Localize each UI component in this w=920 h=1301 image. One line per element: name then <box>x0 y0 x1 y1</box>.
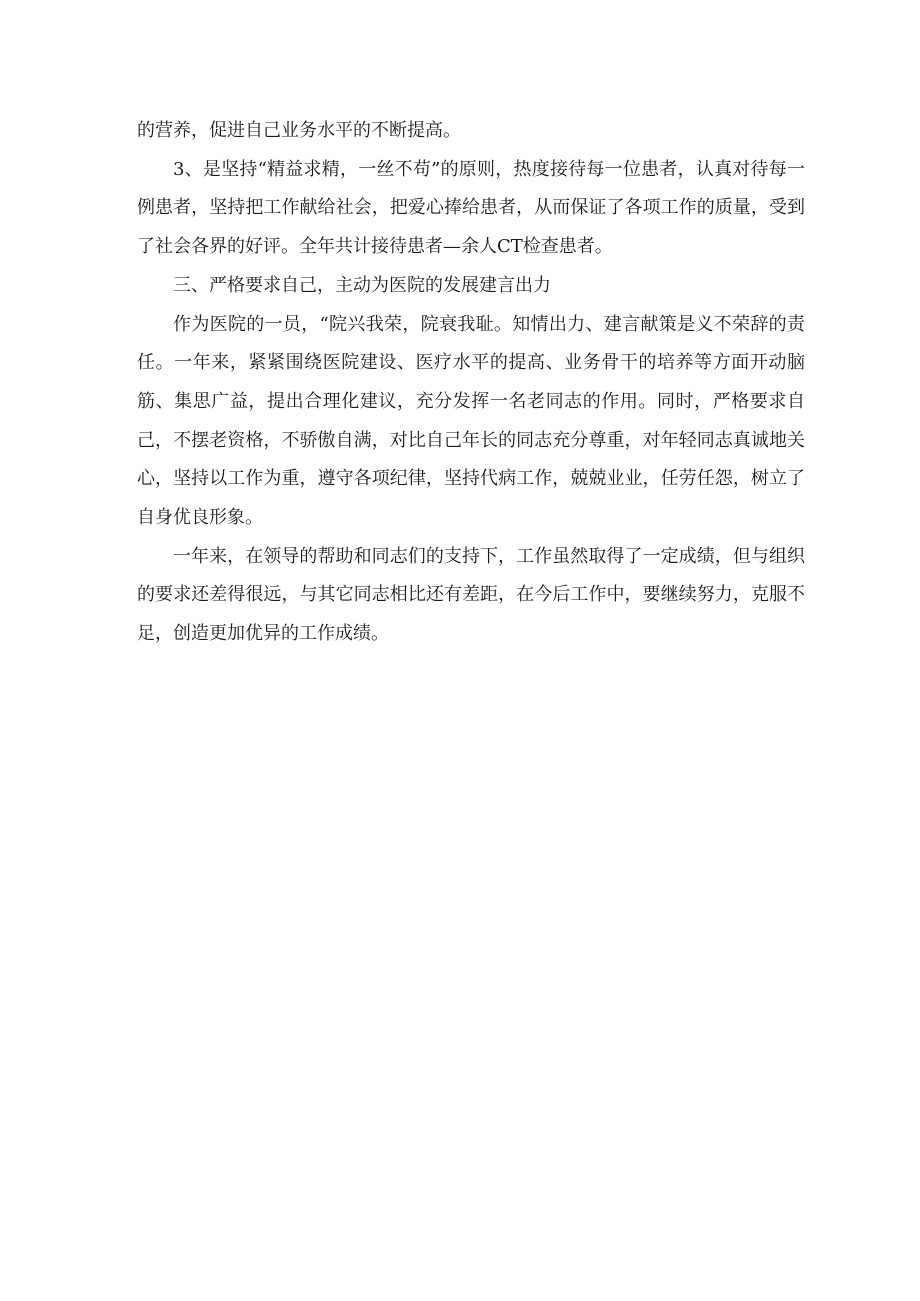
paragraph-continuation: 的营养，促进自己业务水平的不断提高。 <box>137 120 461 141</box>
paragraph-hospital-member: 作为医院的一员，“院兴我荣，院衰我耻。知情出力、建言献策是义不荣辞的责任。一年来，紧紧围绕医院建设、医疗水平的提高、业务骨干的培养等方面开动脑筋、集思广益，提出合理化建议，充分发挥一名老同志的作用。同时，严格要求自己，不摆老资格，不骄傲自满，对比自己年长的同志充分尊重，对年轻同志真诚地关心，坚持以工作为重，遵守各项纪律，坚持代病工作，兢兢业业，任劳任怨，树立了自身优良形象。 <box>137 313 805 529</box>
paragraph-item-3: 3、是坚持“精益求精，一丝不苟”的原则，热度接待每一位患者，认真对待每一例患者，坚持把工作献给社会，把爱心捧给患者，从而保证了各项工作的质量，受到了社会各界的好评。全年共计接待患者—余人CT检查患者。 <box>137 158 805 258</box>
document-body <box>137 112 805 654</box>
section-heading-3: 三、严格要求自己，主动为医院的发展建言出力 <box>173 274 551 296</box>
paragraph-conclusion: 一年来，在领导的帮助和同志们的支持下，工作虽然取得了一定成绩，但与组织的要求还差得很远，与其它同志相比还有差距，在今后工作中，要继续努力，克服不足，创造更加优异的工作成绩。 <box>137 545 805 645</box>
